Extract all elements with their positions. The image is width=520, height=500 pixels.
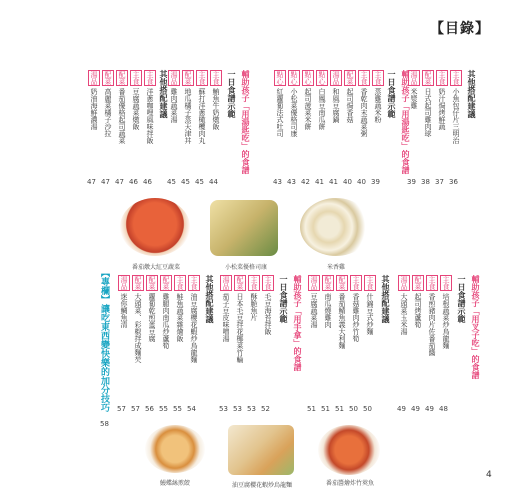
page-ref: 41 <box>329 178 338 186</box>
toc-entry[interactable] <box>336 275 348 395</box>
page-ref: 48 <box>439 405 448 413</box>
category-tag: 主食 <box>176 276 184 290</box>
page-ref: 41 <box>315 178 324 186</box>
page-ref: 44 <box>209 178 218 186</box>
page-ref: 53 <box>219 405 228 413</box>
recipe-title: 迷你鯛魚清 <box>120 293 128 328</box>
toc-entry[interactable] <box>144 70 156 170</box>
toc-entry[interactable] <box>248 275 260 395</box>
recipe-title: 紅蘿蔔法式吐司 <box>276 88 284 137</box>
category-tag: 配菜 <box>338 276 346 290</box>
category-tag: 湯品 <box>120 276 128 290</box>
category-tag: 點心 <box>276 71 284 85</box>
photo-dumplings <box>145 425 205 473</box>
category-tag: 湯品 <box>332 71 340 85</box>
toc-entry[interactable] <box>412 275 424 395</box>
recipe-title: 和風豆腐鍋 <box>332 88 340 123</box>
category-tag: 主食 <box>352 276 360 290</box>
toc-entry[interactable] <box>196 70 208 170</box>
recipe-title: 鮪魚牛奶燉飯 <box>212 88 220 130</box>
photo-tomato-beans <box>120 198 190 256</box>
section-heading: 輔助孩子「用手拿」的食譜 <box>293 275 302 371</box>
toc-entry[interactable] <box>344 70 356 170</box>
recipe-title: 小魚包仔片三明治 <box>452 88 460 144</box>
toc-entry[interactable] <box>302 70 314 170</box>
page-ref: 36 <box>449 178 458 186</box>
category-tag: 湯品 <box>310 276 318 290</box>
section-subheading: 一日食譜示範 <box>227 70 236 118</box>
page-ref: 39 <box>371 178 380 186</box>
page-ref: 53 <box>247 405 256 413</box>
caption-rice-chicken: 米香雞 <box>326 264 345 271</box>
page-ref: 56 <box>145 405 154 413</box>
page-ref: 55 <box>159 405 168 413</box>
photo-udon <box>228 425 294 475</box>
recipe-title: 蘿蔔乾煎蛋豆腐 <box>148 293 156 342</box>
category-tag: 主食 <box>146 71 154 85</box>
category-tag: 主食 <box>198 71 206 85</box>
category-tag: 主食 <box>132 71 140 85</box>
toc-entry[interactable] <box>288 70 300 170</box>
recipe-title: 毛豆海苔拌飯 <box>264 293 272 335</box>
category-tag: 湯品 <box>400 276 408 290</box>
page-ref: 49 <box>397 405 406 413</box>
recipe-title: 培根蔬菜炒烏龍麵 <box>442 293 450 349</box>
section-heading: 輔助孩子「用湯匙吃」的食譜 <box>241 70 250 174</box>
category-tag: 配菜 <box>104 71 112 85</box>
category-tag: 點心 <box>304 71 312 85</box>
toc-entry[interactable] <box>450 70 462 170</box>
page-ref: 40 <box>343 178 352 186</box>
recipe-title: 香菇雞肉炒竹筍 <box>352 293 360 342</box>
category-tag: 湯品 <box>170 71 178 85</box>
toc-entry[interactable] <box>130 70 142 170</box>
section-heading: 其他搭配建議 <box>381 275 390 323</box>
toc-entry[interactable] <box>398 275 410 395</box>
page-ref: 43 <box>273 178 282 186</box>
category-tag: 湯品 <box>222 276 230 290</box>
recipe-title: 起司烤蘆筍 <box>414 293 422 328</box>
toc-entry[interactable] <box>330 70 342 170</box>
category-tag: 主食 <box>212 71 220 85</box>
recipe-title: 起司焗香菇 <box>346 88 354 123</box>
category-tag: 配菜 <box>414 276 422 290</box>
category-tag: 點心 <box>318 71 326 85</box>
special-column-page: 58 <box>100 420 109 428</box>
page-number: 4 <box>486 470 492 480</box>
toc-entry[interactable] <box>422 70 434 170</box>
recipe-title: 南瓜燒雞肉 <box>324 293 332 328</box>
section-heading: 輔助孩子「用湯匙吃」的食譜 <box>401 70 410 174</box>
page-ref: 43 <box>287 178 296 186</box>
page-ref: 38 <box>421 178 430 186</box>
recipe-title: 白鳳豆南瓜餅 <box>318 88 326 130</box>
category-tag: 主食 <box>374 71 382 85</box>
toc-entry[interactable] <box>102 70 114 170</box>
toc-entry[interactable] <box>308 275 320 395</box>
page-ref: 50 <box>363 405 372 413</box>
category-tag: 主食 <box>264 276 272 290</box>
category-tag: 配菜 <box>324 276 332 290</box>
category-tag: 配菜 <box>346 71 354 85</box>
recipe-title: 什錦豆式炒麵 <box>366 293 374 335</box>
toc-entry[interactable] <box>274 70 286 170</box>
toc-entry[interactable] <box>168 70 180 170</box>
category-tag: 主食 <box>438 71 446 85</box>
section-subheading: 一日食譜示範 <box>387 70 396 118</box>
toc-entry[interactable] <box>146 275 158 395</box>
toc-entry[interactable] <box>132 275 144 395</box>
section-subheading: 一日食譜示範 <box>279 275 288 323</box>
recipe-title: 奶汁焗烤鮮蔬 <box>438 88 446 130</box>
recipe-title: 酥脆魚片 <box>250 293 258 321</box>
recipe-title: 大頭菜玉米湯 <box>400 293 408 335</box>
page-ref: 52 <box>261 405 270 413</box>
caption-scone: 小松菜優格司康 <box>224 264 267 271</box>
category-tag: 配菜 <box>148 276 156 290</box>
recipe-title: 香煎豬肉片佐番茄醬 <box>428 293 436 356</box>
toc-entry[interactable] <box>262 275 274 395</box>
toc-entry[interactable] <box>88 70 100 170</box>
photo-rice-chicken <box>300 198 372 256</box>
recipe-title: 雞腿肉南瓜炒蘆筍 <box>162 293 170 349</box>
recipe-title: 洋蔥咖哩風味拌飯 <box>146 88 154 144</box>
page-ref: 40 <box>357 178 366 186</box>
section-heading: 其他搭配建議 <box>467 70 476 118</box>
category-tag: 主食 <box>250 276 258 290</box>
category-tag: 主食 <box>360 71 368 85</box>
section-heading: 其他搭配建議 <box>205 275 214 323</box>
category-tag: 配菜 <box>162 276 170 290</box>
toc-entry[interactable] <box>160 275 172 395</box>
photo-scone <box>210 200 278 256</box>
toc-entry[interactable] <box>322 275 334 395</box>
recipe-title: 豆腐蔬菜湯 <box>310 293 318 328</box>
photo-fried-fish <box>318 425 380 475</box>
recipe-title: 奶油海鮮濃湯 <box>90 88 98 130</box>
page-ref: 51 <box>307 405 316 413</box>
caption-tomato-beans: 番茄燉大紅豆蔬菜 <box>131 264 180 271</box>
toc-title: 【目錄】 <box>430 21 490 37</box>
recipe-title: 日式起司雞肉球 <box>424 88 432 137</box>
page-ref: 57 <box>131 405 140 413</box>
page-ref: 47 <box>87 178 96 186</box>
category-tag: 湯品 <box>90 71 98 85</box>
toc-entry[interactable] <box>188 275 200 395</box>
recipe-title: 番茄鯖魚義大利麵 <box>338 293 346 349</box>
caption-udon: 油豆腐櫻花蝦炒烏龍麵 <box>231 482 292 489</box>
category-tag: 主食 <box>366 276 374 290</box>
toc-entry[interactable] <box>440 275 452 395</box>
section-subheading: 一日食譜示範 <box>457 275 466 323</box>
toc-entry[interactable] <box>350 275 362 395</box>
section-heading: 輔助孩子「用叉子吃」的食譜 <box>471 275 480 379</box>
toc-entry[interactable] <box>234 275 246 395</box>
category-tag: 主食 <box>428 276 436 290</box>
toc-entry[interactable] <box>436 70 448 170</box>
recipe-title: 番茄優格起司蔬菜 <box>118 88 126 144</box>
recipe-title: 油豆腐櫻花蝦炒烏龍麵 <box>190 293 198 363</box>
category-tag: 主食 <box>190 276 198 290</box>
toc-entry[interactable] <box>372 70 384 170</box>
page-ref: 45 <box>181 178 190 186</box>
page-ref: 42 <box>301 178 310 186</box>
toc-entry[interactable] <box>358 70 370 170</box>
toc-entry[interactable] <box>220 275 232 395</box>
category-tag: 配菜 <box>424 71 432 85</box>
page-ref: 47 <box>115 178 124 186</box>
category-tag: 主食 <box>452 71 460 85</box>
category-tag: 點心 <box>290 71 298 85</box>
toc-entry[interactable] <box>182 70 194 170</box>
category-tag: 主食 <box>442 276 450 290</box>
recipe-title: 茄子豆皮味噌湯 <box>222 293 230 342</box>
recipe-title: 高麗菜橘子沙拉 <box>104 88 112 137</box>
recipe-title: 蒸雞蔬米粉 <box>374 88 382 123</box>
page-ref: 57 <box>117 405 126 413</box>
page-ref: 37 <box>435 178 444 186</box>
caption-fried-fish: 番茄醬燴炸竹莢魚 <box>325 480 374 487</box>
recipe-title: 雞肉蔬菜湯 <box>170 88 178 123</box>
recipe-title: 小松菜優格司康 <box>290 88 298 137</box>
page-ref: 46 <box>143 178 152 186</box>
page-ref: 51 <box>321 405 330 413</box>
page-ref: 39 <box>407 178 416 186</box>
recipe-title: 鮭魚蔬菜雜燴飯 <box>176 293 184 342</box>
page-ref: 45 <box>167 178 176 186</box>
page-ref: 53 <box>233 405 242 413</box>
page-ref: 47 <box>101 178 110 186</box>
recipe-title: 豆腐蔬菜燉飯 <box>132 88 140 130</box>
page-ref: 49 <box>411 405 420 413</box>
toc-entry[interactable] <box>364 275 376 395</box>
recipe-title: 蘇打洋蔥橄欖肉丸 <box>198 88 206 144</box>
toc-entry[interactable] <box>316 70 328 170</box>
recipe-title: 地瓜橘子蒸天津丼 <box>184 88 192 144</box>
recipe-title: 米漿雞 <box>410 88 418 109</box>
category-tag: 湯品 <box>410 71 418 85</box>
recipe-title: 起司菠菜米餅 <box>304 88 312 130</box>
toc-entry[interactable] <box>118 275 130 395</box>
special-column-heading[interactable]: 【專欄】讓吃東西變快樂的加分技巧 <box>99 268 109 412</box>
caption-dumplings: 鰻蝶絲煎餃 <box>159 480 190 487</box>
recipe-title: 日本毛豆拌花椰菜竹輪 <box>236 293 244 363</box>
page-ref: 46 <box>129 178 138 186</box>
page-ref: 50 <box>349 405 358 413</box>
section-heading: 其他搭配建議 <box>159 70 168 118</box>
category-tag: 配菜 <box>184 71 192 85</box>
page-ref: 49 <box>425 405 434 413</box>
toc-entry[interactable] <box>116 70 128 170</box>
toc-entry[interactable] <box>174 275 186 395</box>
page-ref: 55 <box>173 405 182 413</box>
category-tag: 配菜 <box>134 276 142 290</box>
recipe-title: 香乾肉末蔬菜粥 <box>360 88 368 137</box>
category-tag: 配菜 <box>118 71 126 85</box>
page-ref: 45 <box>195 178 204 186</box>
page-ref: 54 <box>187 405 196 413</box>
category-tag: 配菜 <box>236 276 244 290</box>
toc-entry[interactable] <box>426 275 438 395</box>
recipe-title: 大頭菜、彩椒拌成麵芡 <box>134 293 142 363</box>
page-ref: 51 <box>335 405 344 413</box>
toc-entry[interactable] <box>210 70 222 170</box>
